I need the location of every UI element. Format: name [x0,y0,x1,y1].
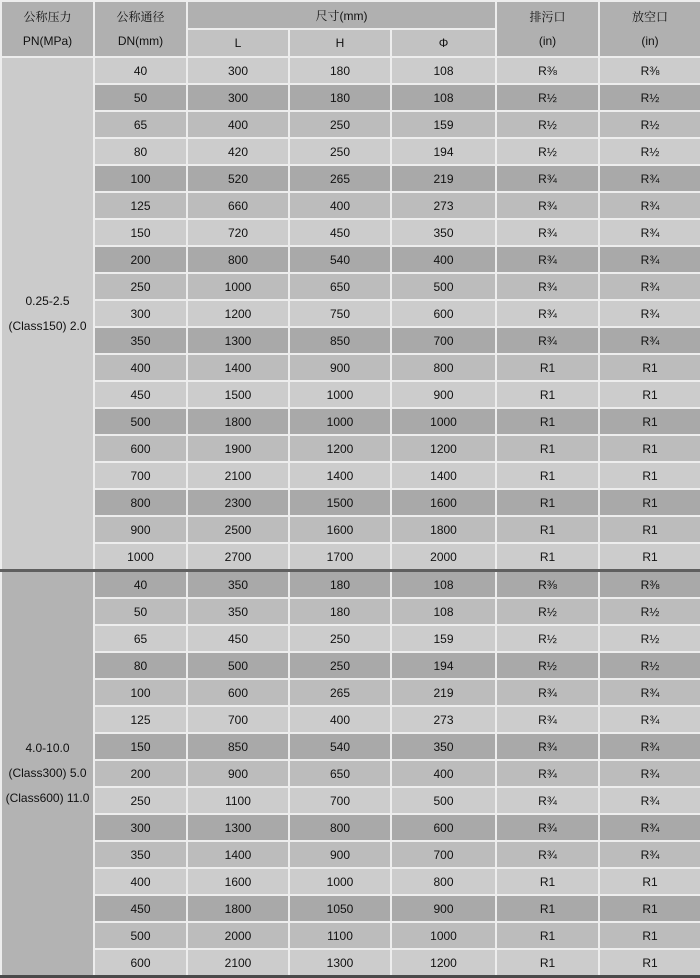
header-dn-line2: DN(mm) [117,34,164,48]
cell-drain: R¾ [496,300,599,327]
cell-vent: R¾ [599,679,700,706]
cell-h: 1000 [289,408,391,435]
cell-drain: R1 [496,543,599,571]
cell-l: 1000 [187,273,289,300]
cell-drain: R1 [496,408,599,435]
cell-l: 2100 [187,949,289,977]
cell-h: 265 [289,165,391,192]
cell-phi: 1200 [391,435,496,462]
cell-drain: R½ [496,138,599,165]
cell-dn: 65 [94,625,187,652]
cell-drain: R1 [496,354,599,381]
pressure-group-cell [1,57,94,571]
cell-drain: R¾ [496,327,599,354]
header-dn [94,1,187,57]
table-row [1,652,700,679]
cell-h: 1600 [289,516,391,543]
table-row [1,625,700,652]
cell-dn: 150 [94,733,187,760]
cell-l: 660 [187,192,289,219]
cell-vent: R¾ [599,219,700,246]
cell-drain: R¾ [496,787,599,814]
cell-vent: R¾ [599,192,700,219]
cell-l: 400 [187,111,289,138]
table-row [1,246,700,273]
cell-h: 265 [289,679,391,706]
table-row [1,679,700,706]
cell-l: 720 [187,219,289,246]
table-row [1,57,700,84]
table-row [1,192,700,219]
cell-phi: 219 [391,165,496,192]
cell-phi: 700 [391,841,496,868]
cell-vent: R½ [599,84,700,111]
cell-l: 1300 [187,327,289,354]
pressure-group-label-line: (Class150) 2.0 [8,318,87,333]
cell-phi: 1800 [391,516,496,543]
table-row [1,381,700,408]
cell-phi: 194 [391,652,496,679]
table-row [1,138,700,165]
cell-phi: 1400 [391,462,496,489]
cell-phi: 350 [391,219,496,246]
cell-vent: R¾ [599,273,700,300]
cell-h: 900 [289,354,391,381]
cell-l: 520 [187,165,289,192]
cell-vent: R¾ [599,787,700,814]
table-header [1,1,700,57]
cell-vent: R1 [599,408,700,435]
cell-phi: 2000 [391,543,496,571]
table-row [1,300,700,327]
cell-dn: 500 [94,922,187,949]
cell-dn: 300 [94,300,187,327]
cell-phi: 1200 [391,949,496,977]
cell-vent: R⅜ [599,57,700,84]
cell-h: 900 [289,841,391,868]
cell-h: 180 [289,84,391,111]
cell-h: 250 [289,138,391,165]
cell-dn: 400 [94,868,187,895]
cell-phi: 800 [391,354,496,381]
cell-dn: 150 [94,219,187,246]
cell-l: 1900 [187,435,289,462]
cell-dn: 50 [94,84,187,111]
cell-phi: 600 [391,814,496,841]
cell-dn: 200 [94,760,187,787]
cell-vent: R¾ [599,165,700,192]
cell-vent: R½ [599,652,700,679]
cell-phi: 108 [391,598,496,625]
cell-dn: 500 [94,408,187,435]
cell-dn: 40 [94,571,187,599]
cell-vent: R¾ [599,841,700,868]
cell-l: 900 [187,760,289,787]
cell-dn: 350 [94,327,187,354]
cell-phi: 273 [391,706,496,733]
cell-h: 650 [289,760,391,787]
cell-vent: R½ [599,598,700,625]
cell-dn: 1000 [94,543,187,571]
cell-dn: 40 [94,57,187,84]
cell-vent: R1 [599,462,700,489]
cell-l: 1800 [187,895,289,922]
cell-l: 600 [187,679,289,706]
cell-dn: 250 [94,273,187,300]
table-body [1,57,700,977]
cell-l: 1200 [187,300,289,327]
cell-dn: 700 [94,462,187,489]
table-row [1,435,700,462]
cell-dn: 250 [94,787,187,814]
cell-l: 300 [187,57,289,84]
cell-vent: R1 [599,516,700,543]
cell-drain: R½ [496,625,599,652]
cell-h: 700 [289,787,391,814]
cell-l: 420 [187,138,289,165]
cell-drain: R1 [496,895,599,922]
cell-h: 1000 [289,381,391,408]
table-row [1,733,700,760]
cell-l: 850 [187,733,289,760]
cell-drain: R¾ [496,219,599,246]
cell-h: 1700 [289,543,391,571]
cell-h: 1200 [289,435,391,462]
header-vent-line2: (in) [641,34,659,48]
header-pressure-line1: 公称压力 [23,10,72,24]
cell-l: 350 [187,598,289,625]
cell-dn: 300 [94,814,187,841]
cell-h: 540 [289,246,391,273]
cell-vent: R1 [599,922,700,949]
cell-drain: R¾ [496,841,599,868]
cell-vent: R1 [599,868,700,895]
cell-drain: R¾ [496,246,599,273]
cell-dn: 200 [94,246,187,273]
cell-drain: R1 [496,868,599,895]
cell-l: 1300 [187,814,289,841]
cell-l: 500 [187,652,289,679]
cell-l: 350 [187,571,289,599]
cell-phi: 350 [391,733,496,760]
header-drain [496,1,599,57]
cell-l: 1800 [187,408,289,435]
cell-phi: 500 [391,787,496,814]
table-row [1,84,700,111]
table-row [1,489,700,516]
cell-l: 2300 [187,489,289,516]
table-row [1,841,700,868]
cell-drain: R¾ [496,192,599,219]
cell-phi: 1000 [391,922,496,949]
pressure-group-label-line: (Class300) 5.0 [8,766,87,780]
cell-h: 180 [289,571,391,599]
cell-phi: 400 [391,246,496,273]
cell-dn: 600 [94,435,187,462]
table-row [1,327,700,354]
cell-drain: R1 [496,462,599,489]
cell-l: 2100 [187,462,289,489]
cell-drain: R1 [496,381,599,408]
cell-vent: R1 [599,543,700,571]
cell-vent: R1 [599,354,700,381]
header-dn-line1: 公称通径 [116,10,165,24]
cell-vent: R1 [599,435,700,462]
cell-drain: R½ [496,652,599,679]
table-row [1,868,700,895]
cell-dn: 80 [94,138,187,165]
cell-dn: 100 [94,165,187,192]
cell-drain: R¾ [496,760,599,787]
table-row [1,462,700,489]
pressure-group-label-line: 4.0-10.0 [25,741,70,755]
cell-vent: R½ [599,111,700,138]
cell-vent: R1 [599,949,700,977]
cell-drain: R1 [496,949,599,977]
table-row [1,165,700,192]
cell-phi: 159 [391,111,496,138]
cell-phi: 400 [391,760,496,787]
cell-l: 700 [187,706,289,733]
cell-vent: R¾ [599,733,700,760]
cell-vent: R¾ [599,300,700,327]
cell-dn: 800 [94,489,187,516]
cell-phi: 600 [391,300,496,327]
cell-l: 1500 [187,381,289,408]
table-row [1,543,700,571]
cell-dn: 80 [94,652,187,679]
cell-vent: R1 [599,895,700,922]
table-row [1,706,700,733]
table-row [1,111,700,138]
table-row [1,895,700,922]
cell-h: 1100 [289,922,391,949]
cell-phi: 108 [391,57,496,84]
cell-dn: 400 [94,354,187,381]
cell-h: 750 [289,300,391,327]
header-col-h: H [289,29,391,57]
table-row [1,949,700,977]
cell-dn: 50 [94,598,187,625]
cell-vent: R½ [599,625,700,652]
cell-phi: 159 [391,625,496,652]
cell-vent: R⅜ [599,571,700,599]
table-row [1,598,700,625]
cell-vent: R¾ [599,246,700,273]
cell-phi: 500 [391,273,496,300]
cell-phi: 1000 [391,408,496,435]
cell-h: 180 [289,598,391,625]
cell-h: 1300 [289,949,391,977]
cell-dn: 900 [94,516,187,543]
cell-vent: R1 [599,489,700,516]
cell-h: 250 [289,652,391,679]
cell-drain: R¾ [496,165,599,192]
cell-phi: 900 [391,895,496,922]
pressure-group-cell [1,571,94,977]
cell-drain: R¾ [496,706,599,733]
cell-h: 1400 [289,462,391,489]
table-row [1,354,700,381]
cell-phi: 700 [391,327,496,354]
cell-phi: 900 [391,381,496,408]
cell-dn: 450 [94,895,187,922]
cell-drain: R⅜ [496,571,599,599]
cell-phi: 1600 [391,489,496,516]
cell-vent: R¾ [599,760,700,787]
cell-l: 2500 [187,516,289,543]
header-drain-line1: 排污口 [529,10,566,24]
cell-l: 450 [187,625,289,652]
header-size-group: 尺寸(mm) [187,1,496,29]
header-row-main [1,1,700,29]
cell-phi: 108 [391,84,496,111]
cell-h: 1050 [289,895,391,922]
cell-phi: 219 [391,679,496,706]
cell-dn: 600 [94,949,187,977]
header-drain-line2: (in) [538,34,557,48]
cell-h: 650 [289,273,391,300]
table-row [1,219,700,246]
pressure-group-label-line: 0.25-2.5 [25,293,70,308]
cell-drain: R½ [496,598,599,625]
cell-phi: 194 [391,138,496,165]
cell-drain: R1 [496,516,599,543]
cell-drain: R¾ [496,814,599,841]
header-pressure-line2: PN(MPa) [22,34,73,48]
header-vent-line1: 放空口 [631,10,668,24]
cell-drain: R¾ [496,273,599,300]
cell-dn: 450 [94,381,187,408]
cell-drain: R¾ [496,679,599,706]
cell-l: 1100 [187,787,289,814]
table-row [1,571,700,599]
cell-l: 300 [187,84,289,111]
cell-l: 1400 [187,354,289,381]
cell-l: 800 [187,246,289,273]
cell-h: 400 [289,706,391,733]
cell-drain: R¾ [496,733,599,760]
cell-vent: R1 [599,381,700,408]
cell-vent: R½ [599,138,700,165]
cell-drain: R⅜ [496,57,599,84]
table-row [1,408,700,435]
cell-h: 1000 [289,868,391,895]
cell-l: 1400 [187,841,289,868]
cell-drain: R1 [496,489,599,516]
cell-vent: R¾ [599,814,700,841]
table-row [1,787,700,814]
cell-drain: R½ [496,111,599,138]
cell-h: 250 [289,111,391,138]
cell-l: 1600 [187,868,289,895]
table-row [1,814,700,841]
cell-phi: 273 [391,192,496,219]
cell-dn: 125 [94,706,187,733]
table-row [1,516,700,543]
table-row [1,760,700,787]
cell-vent: R¾ [599,327,700,354]
cell-h: 850 [289,327,391,354]
cell-h: 1500 [289,489,391,516]
cell-h: 540 [289,733,391,760]
cell-dn: 125 [94,192,187,219]
cell-phi: 108 [391,571,496,599]
cell-drain: R½ [496,84,599,111]
header-col-l: L [187,29,289,57]
cell-drain: R1 [496,435,599,462]
cell-drain: R1 [496,922,599,949]
cell-h: 250 [289,625,391,652]
cell-phi: 800 [391,868,496,895]
cell-dn: 350 [94,841,187,868]
table-row [1,273,700,300]
cell-l: 2000 [187,922,289,949]
header-vent [599,1,700,57]
cell-h: 180 [289,57,391,84]
cell-dn: 65 [94,111,187,138]
cell-vent: R¾ [599,706,700,733]
cell-l: 2700 [187,543,289,571]
header-col-phi: Φ [391,29,496,57]
table-row [1,922,700,949]
pressure-group-label-line: (Class600) 11.0 [5,791,90,805]
cell-h: 400 [289,192,391,219]
header-pressure [1,1,94,57]
cell-h: 450 [289,219,391,246]
cell-dn: 100 [94,679,187,706]
cell-h: 800 [289,814,391,841]
